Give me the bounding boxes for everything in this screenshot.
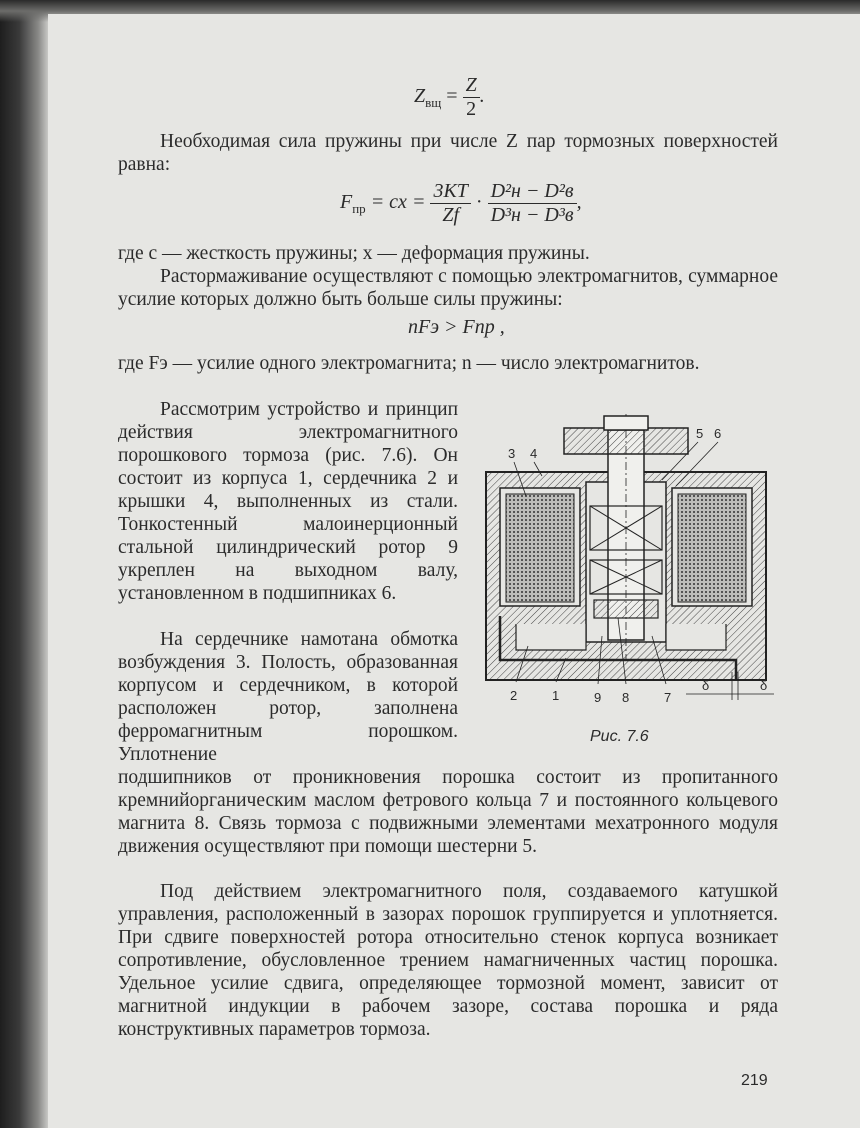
- formula-z-dot: .: [479, 85, 485, 108]
- formula-f-mid: = cx =: [370, 191, 426, 214]
- formula-z-eq: =: [446, 85, 458, 108]
- book-binding-shadow: [0, 0, 48, 1128]
- formula-f-den2: D³н − D³в: [490, 204, 574, 226]
- formula-z-lhs: Z: [414, 85, 426, 108]
- formula-ineq-text: nFэ > Fпр ,: [408, 316, 505, 338]
- paragraph-5: Рассмотрим устройство и принцип действия электромагнитного порошкового тормоза (рис. 7.6). Он состоит из корпуса 1, сердечника 2 и крышки 4, выполненных из стали. Тонкостенный малоинерционный стальной цилиндрический ротор 9 укреплен на выходном валу, установленном в подшипниках 6.: [118, 399, 458, 604]
- formula-z-den: 2: [466, 98, 477, 120]
- formula-z-num: Z: [463, 74, 480, 98]
- label-9: 9: [594, 690, 602, 705]
- paragraph-6: На сердечнике намотана обмотка возбуждения 3. Полость, образованная корпусом и сердечником, в которой расположен ротор, заполнена ферромагнитным порошком. Уплотнение: [118, 629, 458, 765]
- formula-f-den1: Zf: [442, 204, 460, 226]
- label-delta-1: δ: [702, 678, 710, 693]
- magnet-ring: [594, 600, 658, 618]
- formula-z-fraction: [463, 74, 480, 121]
- figure-caption: Рис. 7.6: [590, 728, 649, 745]
- label-7: 7: [664, 690, 672, 705]
- formula-f-lhs: F: [340, 191, 353, 214]
- label-5: 5: [696, 426, 704, 441]
- page-number: 219: [741, 1072, 768, 1089]
- formula-f-num2: D²н − D²в: [488, 180, 577, 204]
- label-3: 3: [508, 446, 516, 461]
- label-6: 6: [714, 426, 722, 441]
- gear: [564, 428, 688, 454]
- paragraph-8: Под действием электромагнитного поля, создаваемого катушкой управления, расположенный в зазорах порошок группируется и уплотняется. При сдвиге поверхностей ротора относительно стенок корпуса возникает сопротивление, обусловленное трением намагниченных частиц порошка. Удельное усилие сдвига, определяющее тормозной момент, зависит от магнитной индукции в рабочем зазоре, состава порошка и ряда конструктивных параметров тормоза.: [118, 881, 778, 1040]
- formula-f-num1: 3KT: [430, 180, 470, 204]
- formula-f-comma: ,: [576, 191, 582, 214]
- label-8: 8: [622, 690, 630, 705]
- formula-f-fraction-1: [430, 180, 470, 227]
- formula-spring-force: [340, 180, 582, 227]
- label-delta-2: δ: [760, 678, 768, 693]
- formula-inequality: [408, 316, 505, 339]
- paragraph-1: Необходимая сила пружины при числе Z пар тормозных поверхностей равна:: [118, 131, 778, 175]
- paragraph-3: Растормаживание осуществляют с помощью электромагнитов, суммарное усилие которых должно быть больше силы пружины:: [118, 266, 778, 310]
- label-2: 2: [510, 688, 518, 703]
- formula-z-lhs-sub: вщ: [425, 95, 442, 111]
- figure-brake-diagram: [476, 410, 776, 710]
- paragraph-2: где c — жесткость пружины; x — деформация пружины.: [118, 243, 590, 264]
- label-1: 1: [552, 688, 560, 703]
- formula-f-dot: ·: [475, 191, 483, 214]
- formula-f-fraction-2: [488, 180, 577, 227]
- label-4: 4: [530, 446, 538, 461]
- paragraph-7: подшипников от проникновения порошка состоит из пропитанного кремнийорганическим маслом фетрового кольца 7 и постоянного кольцевого магнита 8. Связь тормоза с подвижными элементами мехатронного модуля движения осуществляют при помощи шестерни 5.: [118, 767, 778, 857]
- right-coil: [678, 494, 746, 602]
- formula-f-lhs-sub: пр: [352, 201, 366, 217]
- paragraph-4: где Fэ — усилие одного электромагнита; n — число электромагнитов.: [118, 353, 700, 374]
- formula-z: [414, 74, 485, 121]
- left-coil: [506, 494, 574, 602]
